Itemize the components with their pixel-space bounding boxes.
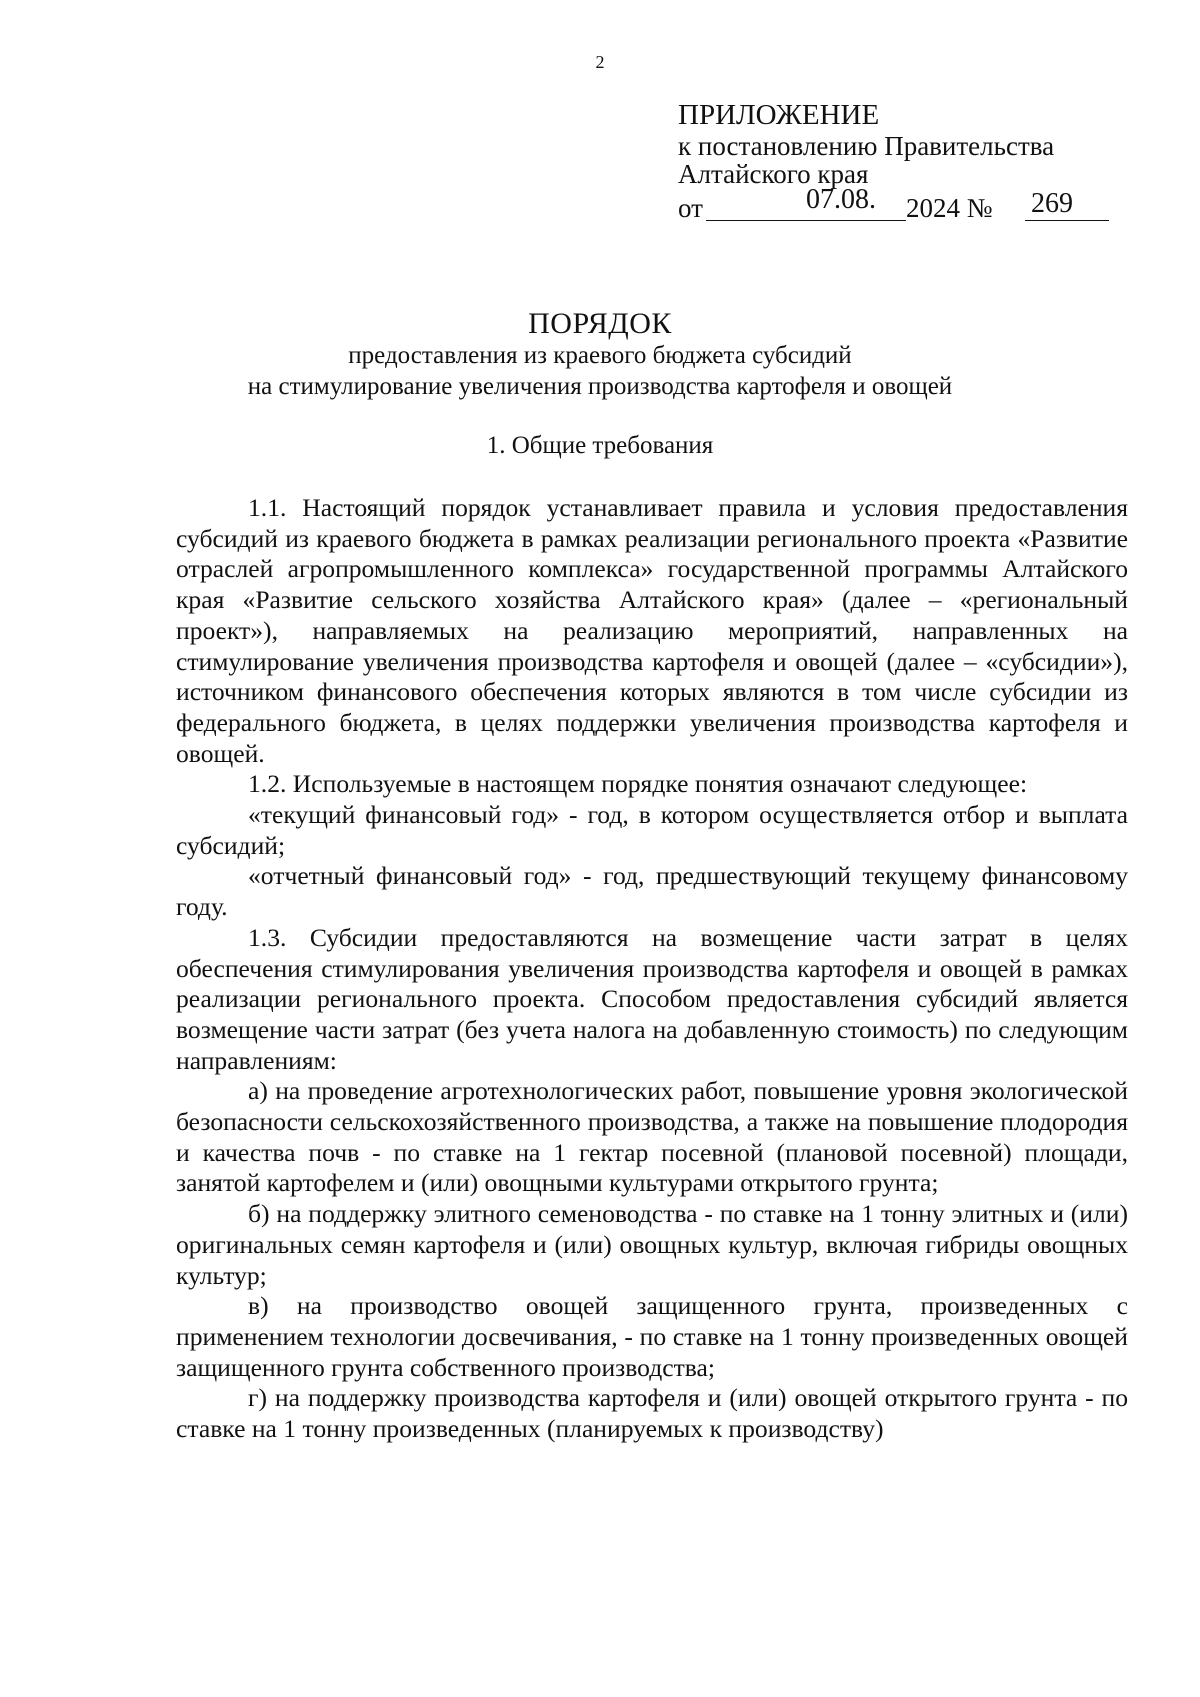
- annex-date-prefix: от: [678, 193, 703, 223]
- document-subtitle-line-2: на стимулирование увеличения производства картофеля и овощей: [247, 373, 953, 400]
- list-item-g: г) на поддержку производства картофеля и (или) овощей открытого грунта - по ставке на 1 тонну произведенных (планируемых к производству): [176, 1383, 1128, 1444]
- list-item-b: б) на поддержку элитного семеноводства - по ставке на 1 тонну элитных и (или) оригинальных семян картофеля и (или) овощных культур, включая гибриды овощных культур;: [176, 1199, 1128, 1290]
- annex-year: 2024 №: [906, 193, 993, 223]
- annex-date: 07.08.: [806, 184, 876, 215]
- document-title: ПОРЯДОК: [528, 307, 672, 340]
- section-body: [176, 493, 1128, 1445]
- definition-current-year: «текущий финансовый год» - год, в котором осуществляется отбор и выплата субсидий;: [176, 800, 1128, 860]
- annex-number: 269: [1031, 188, 1073, 219]
- document-subtitle-line-1: предоставления из краевого бюджета субсидий: [348, 342, 852, 369]
- list-item-a: а) на проведение агротехнологических работ, повышение уровня экологической безопасности сельскохозяйственного производства, а также на повышение плодородия и качества почв - по ставке на 1 гектар посевной (плановой посевной) площади, занятой картофелем и (или) овощными культурами открытого грунта;: [176, 1076, 1128, 1198]
- annex-title: ПРИЛОЖЕНИЕ: [678, 99, 880, 131]
- annex-block: [678, 100, 1118, 222]
- definition-reporting-year: «отчетный финансовый год» - год, предшествующий текущему финансовому году.: [176, 861, 1128, 922]
- annex-line-1: к постановлению Правительства: [678, 131, 1055, 161]
- annex-line-2: Алтайского края: [678, 159, 869, 189]
- section-title: 1. Общие требования: [486, 432, 714, 459]
- document-subtitle: [0, 340, 1200, 402]
- annex-date-number-row: [678, 184, 1118, 223]
- paragraph-1-1: 1.1. Настоящий порядок устанавливает правила и условия предоставления субсидий из краевого бюджета в рамках реализации регионального проекта «Развитие отраслей агропромышленного комплекса» государственной программы Алтайского края «Развитие сельского хозяйства Алтайского края» (далее – «региональный проект»), направляемых на реализацию мероприятий, направленных на стимулирование увеличения производства картофеля и овощей (далее – «субсидии»), источником финансового обеспечения которых являются в том числе субсидии из федерального бюджета, в целях поддержки увеличения производства картофеля и овощей.: [176, 493, 1128, 768]
- page-number: 2: [595, 52, 605, 72]
- list-item-v: в) на производство овощей защищенного грунта, произведенных с применением технологии досвечивания, - по ставке на 1 тонну произведенных овощей защищенного грунта собственного производства;: [176, 1291, 1128, 1382]
- paragraph-1-3: 1.3. Субсидии предоставляются на возмещение части затрат в целях обеспечения стимулирования увеличения производства картофеля и овощей в рамках реализации регионального проекта. Способом предоставления субсидий является возмещение части затрат (без учета налога на добавленную стоимость) по следующим направлениям:: [176, 922, 1128, 1075]
- paragraph-1-2: 1.2. Используемые в настоящем порядке понятия означают следующее:: [248, 769, 1028, 799]
